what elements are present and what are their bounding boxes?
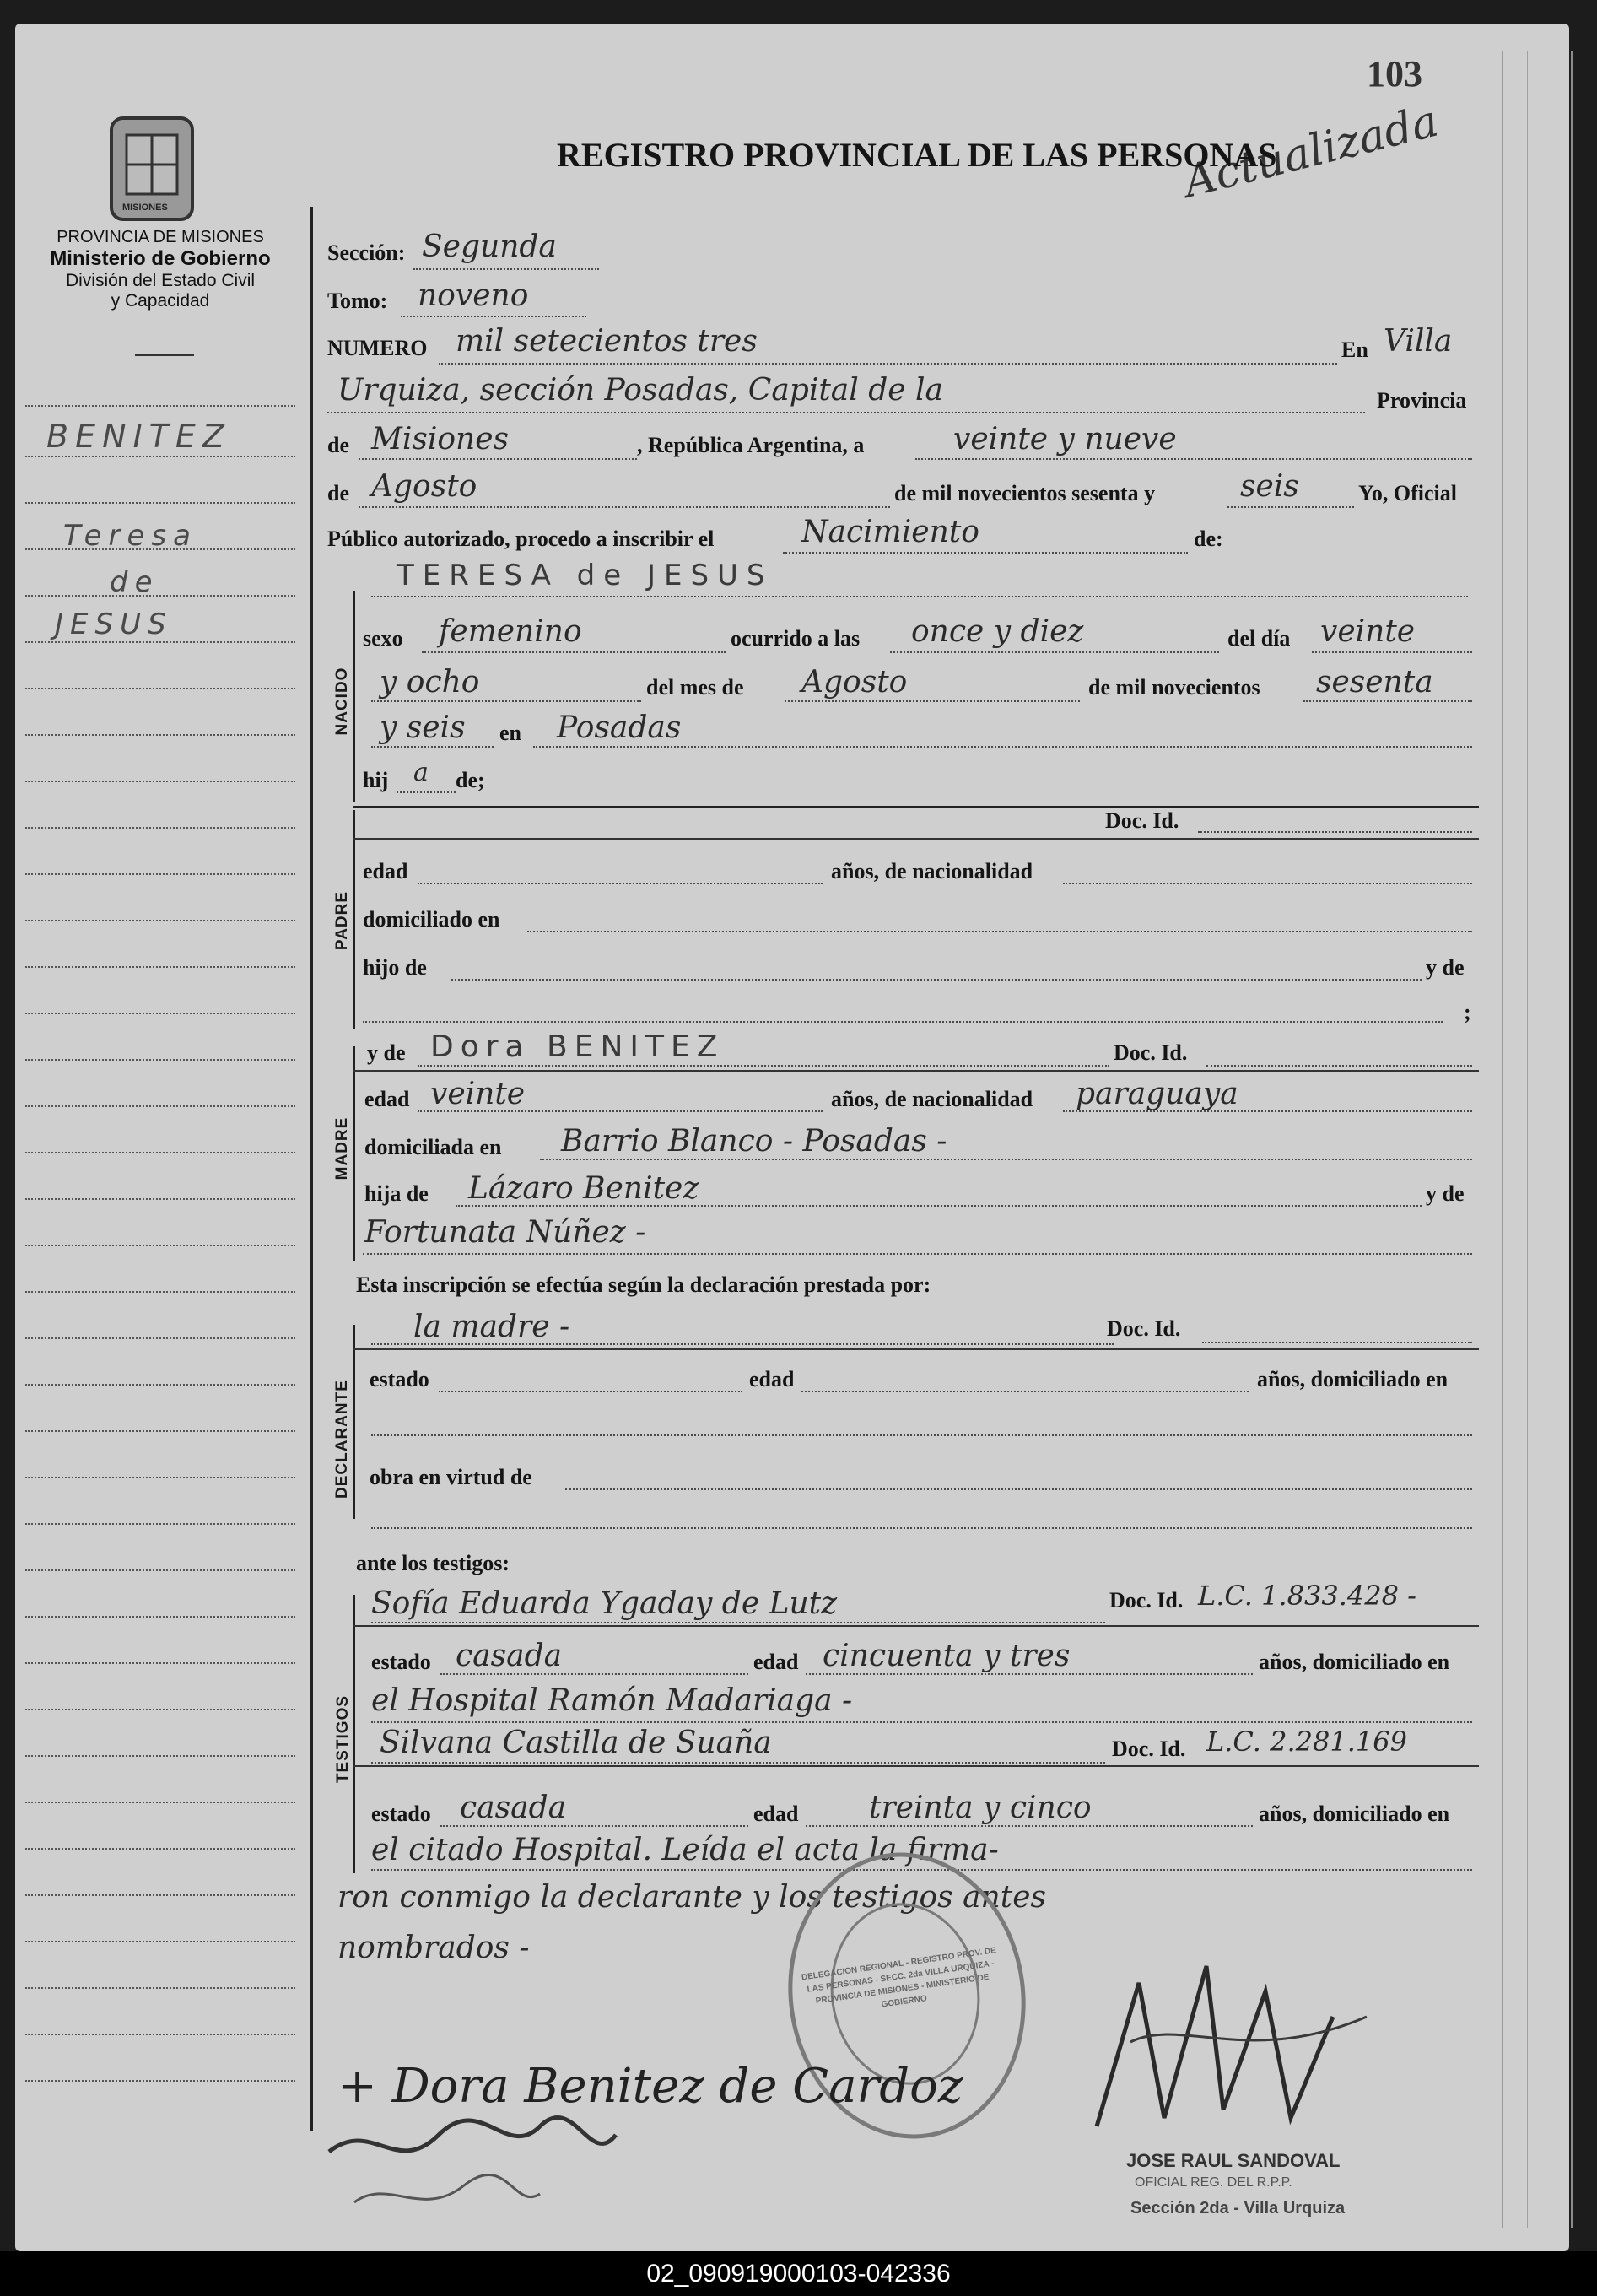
page-stack-edges bbox=[1502, 51, 1573, 2228]
anio-nac-value-2: y seis bbox=[380, 710, 466, 745]
provincia-value: Misiones bbox=[371, 422, 510, 456]
del-dia-label: del día bbox=[1227, 626, 1291, 651]
esta-inscripcion-label: Esta inscripción se efectúa según la declaración prestada por: bbox=[356, 1272, 931, 1297]
madre-padre-value: Lázaro Benitez bbox=[468, 1171, 699, 1206]
declarante-doc-id-label: Doc. Id. bbox=[1107, 1316, 1181, 1341]
section-padre-label: PADRE bbox=[333, 890, 351, 951]
testigo2-estado-label: estado bbox=[371, 1802, 431, 1826]
madre-domiciliada-label: domiciliada en bbox=[364, 1135, 502, 1159]
testigo1-estado-value: casada bbox=[456, 1639, 563, 1673]
de-label-1: de bbox=[327, 433, 349, 457]
seccion-label: Sección: bbox=[327, 240, 406, 265]
division-heading-2: y Capacidad bbox=[111, 291, 210, 311]
province-heading: PROVINCIA DE MISIONES bbox=[57, 228, 264, 246]
document-title: REGISTRO PROVINCIAL DE LAS PERSONAS bbox=[557, 136, 1277, 174]
witness-signature-icon bbox=[321, 2101, 624, 2228]
column-divider bbox=[310, 207, 313, 2131]
madre-bracket bbox=[353, 1046, 355, 1261]
publico-label: Público autorizado, procedo a inscribir el bbox=[327, 527, 715, 551]
declarante-anos-dom-label: años, domiciliado en bbox=[1257, 1367, 1449, 1391]
acto-value: Nacimiento bbox=[801, 515, 979, 549]
hij-label: hij bbox=[363, 768, 389, 792]
declarante-estado-label: estado bbox=[370, 1367, 429, 1391]
anio-value: seis bbox=[1240, 469, 1299, 504]
testigo1-edad-value: cincuenta y tres bbox=[823, 1639, 1071, 1673]
mes-inscripcion-value: Agosto bbox=[371, 469, 477, 504]
hij-de-label: de; bbox=[456, 768, 485, 792]
testigo2-anos-dom-label: años, domiciliado en bbox=[1259, 1802, 1450, 1826]
madre-nombre-value: Dora BENITEZ bbox=[430, 1029, 725, 1064]
padre-doc-id-label: Doc. Id. bbox=[1105, 808, 1179, 833]
madre-edad-label: edad bbox=[364, 1087, 410, 1111]
ocurrido-label: ocurrido a las bbox=[731, 626, 861, 651]
testigo1-doc-value: L.C. 1.833.428 - bbox=[1198, 1580, 1416, 1612]
testigo1-domicilio-value: el Hospital Ramón Madariaga - bbox=[371, 1683, 853, 1718]
del-mes-label: del mes de bbox=[646, 675, 744, 700]
dia-value-2: y ocho bbox=[380, 665, 480, 700]
official-signature-icon bbox=[1080, 1915, 1384, 2152]
de-mil-nov-label: de mil novecientos bbox=[1088, 675, 1260, 700]
en-label: En bbox=[1341, 338, 1368, 362]
madre-madre-value: Fortunata Núñez - bbox=[364, 1215, 646, 1250]
padre-edad-label: edad bbox=[363, 859, 408, 883]
de-colon-label: de: bbox=[1194, 527, 1223, 551]
official-role: OFICIAL REG. DEL R.P.P. bbox=[1135, 2175, 1292, 2190]
en-lower-label: en bbox=[499, 721, 521, 745]
de-label-2: de bbox=[327, 481, 349, 505]
testigo2-name-value: Silvana Castilla de Suaña bbox=[380, 1726, 772, 1760]
mother-signature: + Dora Benitez de Cardoz bbox=[337, 2059, 963, 2114]
madre-anos-nac-label: años, de nacionalidad bbox=[831, 1087, 1033, 1111]
madre-y-de-label-2: y de bbox=[1426, 1181, 1465, 1206]
closing-line-1: el citado Hospital. Leída el acta la firma- bbox=[371, 1833, 999, 1867]
anio-nac-value-1: sesenta bbox=[1316, 665, 1433, 700]
padre-hijo-de-label: hijo de bbox=[363, 955, 427, 980]
yo-oficial-label: Yo, Oficial bbox=[1358, 481, 1457, 505]
ministry-heading: Ministerio de Gobierno bbox=[50, 247, 271, 270]
de-mil-label: de mil novecientos sesenta y bbox=[894, 481, 1156, 505]
lugar-nac-value: Posadas bbox=[557, 710, 682, 745]
testigo2-doc-value: L.C. 2.281.169 bbox=[1206, 1726, 1407, 1758]
testigo2-estado-value: casada bbox=[460, 1791, 567, 1825]
madre-domicilio-value: Barrio Blanco - Posadas - bbox=[561, 1124, 947, 1159]
closing-line-2: ron conmigo la declarante y los testigos antes bbox=[337, 1880, 1046, 1915]
testigo2-edad-value: treinta y cinco bbox=[869, 1791, 1092, 1825]
testigo2-doc-id-label: Doc. Id. bbox=[1112, 1737, 1186, 1761]
hora-value: once y diez bbox=[911, 614, 1084, 649]
dia-value-1: veinte bbox=[1320, 614, 1416, 649]
closing-line-3: nombrados - bbox=[337, 1931, 530, 1965]
section-testigos-label: TESTIGOS bbox=[334, 1694, 352, 1784]
declarante-edad-label: edad bbox=[749, 1367, 795, 1391]
lugar-value: Urquiza, sección Posadas, Capital de la bbox=[337, 373, 943, 408]
folio-number: 103 bbox=[1367, 53, 1422, 95]
actualizada-annotation: Actualizada bbox=[1179, 95, 1443, 208]
declarante-bracket bbox=[353, 1325, 355, 1519]
madre-nacionalidad-value: paraguaya bbox=[1076, 1077, 1238, 1111]
sexo-value: femenino bbox=[439, 614, 582, 649]
madre-doc-id-label: Doc. Id. bbox=[1114, 1040, 1188, 1065]
seccion-value: Segunda bbox=[422, 230, 557, 264]
padre-y-de-label: y de bbox=[1426, 955, 1465, 980]
numero-value: mil setecientos tres bbox=[456, 324, 758, 359]
madre-hija-de-label: hija de bbox=[364, 1181, 429, 1206]
tomo-value: noveno bbox=[418, 278, 529, 313]
margin-name-3: JESUS bbox=[55, 608, 173, 641]
declarante-obra-label: obra en virtud de bbox=[370, 1465, 532, 1489]
file-id-bar bbox=[0, 2251, 1597, 2296]
file-id-text: 02_090919000103-042336 bbox=[646, 2260, 951, 2288]
ante-testigos-label: ante los testigos: bbox=[356, 1551, 510, 1575]
margin-name-1: Teresa bbox=[63, 519, 197, 553]
testigos-bracket bbox=[353, 1595, 355, 1873]
seal-caption: MISIONES bbox=[122, 203, 168, 213]
section-declarante-label: DECLARANTE bbox=[333, 1380, 351, 1499]
margin-name-2: de bbox=[110, 565, 159, 599]
testigo1-estado-label: estado bbox=[371, 1650, 431, 1674]
stamp-text: DELEGACION REGIONAL - REGISTRO PROV. DE LAS PERSONAS - SECC. 2da VILLA URQUIZA - PROVINCIA DE MISIONES - MINISTERIO DE GOBIERNO bbox=[801, 1946, 997, 2010]
en-value: Villa bbox=[1384, 324, 1453, 359]
nacido-bracket bbox=[353, 591, 355, 802]
section-nacido-label: NACIDO bbox=[333, 667, 351, 736]
testigo1-edad-label: edad bbox=[753, 1650, 799, 1674]
section-madre-label: MADRE bbox=[333, 1116, 351, 1180]
mes-value: Agosto bbox=[801, 665, 908, 700]
padre-semicolon: ; bbox=[1464, 1000, 1471, 1024]
numero-label: NUMERO bbox=[327, 336, 428, 360]
margin-surname: BENITEZ bbox=[46, 418, 231, 455]
madre-edad-value: veinte bbox=[430, 1077, 526, 1111]
dia-inscripcion-value: veinte y nueve bbox=[953, 422, 1177, 456]
official-section: Sección 2da - Villa Urquiza bbox=[1130, 2199, 1346, 2218]
padre-anos-nac-label: años, de nacionalidad bbox=[831, 859, 1033, 883]
official-name: JOSE RAUL SANDOVAL bbox=[1126, 2150, 1341, 2171]
division-heading: División del Estado Civil bbox=[65, 271, 256, 290]
tomo-label: Tomo: bbox=[327, 289, 388, 313]
testigo1-anos-dom-label: años, domiciliado en bbox=[1259, 1650, 1450, 1674]
testigo2-edad-label: edad bbox=[753, 1802, 799, 1826]
hij-suffix-value: a bbox=[413, 758, 429, 787]
republica-label: , República Argentina, a bbox=[637, 433, 865, 457]
madre-y-de-label: y de bbox=[367, 1040, 406, 1065]
provincia-label: Provincia bbox=[1377, 388, 1467, 413]
declarante-value: la madre - bbox=[413, 1310, 570, 1344]
padre-domiciliado-label: domiciliado en bbox=[363, 907, 500, 932]
child-name-value: TERESA de JESUS bbox=[397, 559, 774, 592]
testigo1-name-value: Sofía Eduarda Ygaday de Lutz bbox=[371, 1586, 838, 1621]
sexo-label: sexo bbox=[363, 626, 403, 651]
padre-bracket bbox=[353, 810, 355, 1029]
testigo1-doc-id-label: Doc. Id. bbox=[1109, 1588, 1184, 1613]
